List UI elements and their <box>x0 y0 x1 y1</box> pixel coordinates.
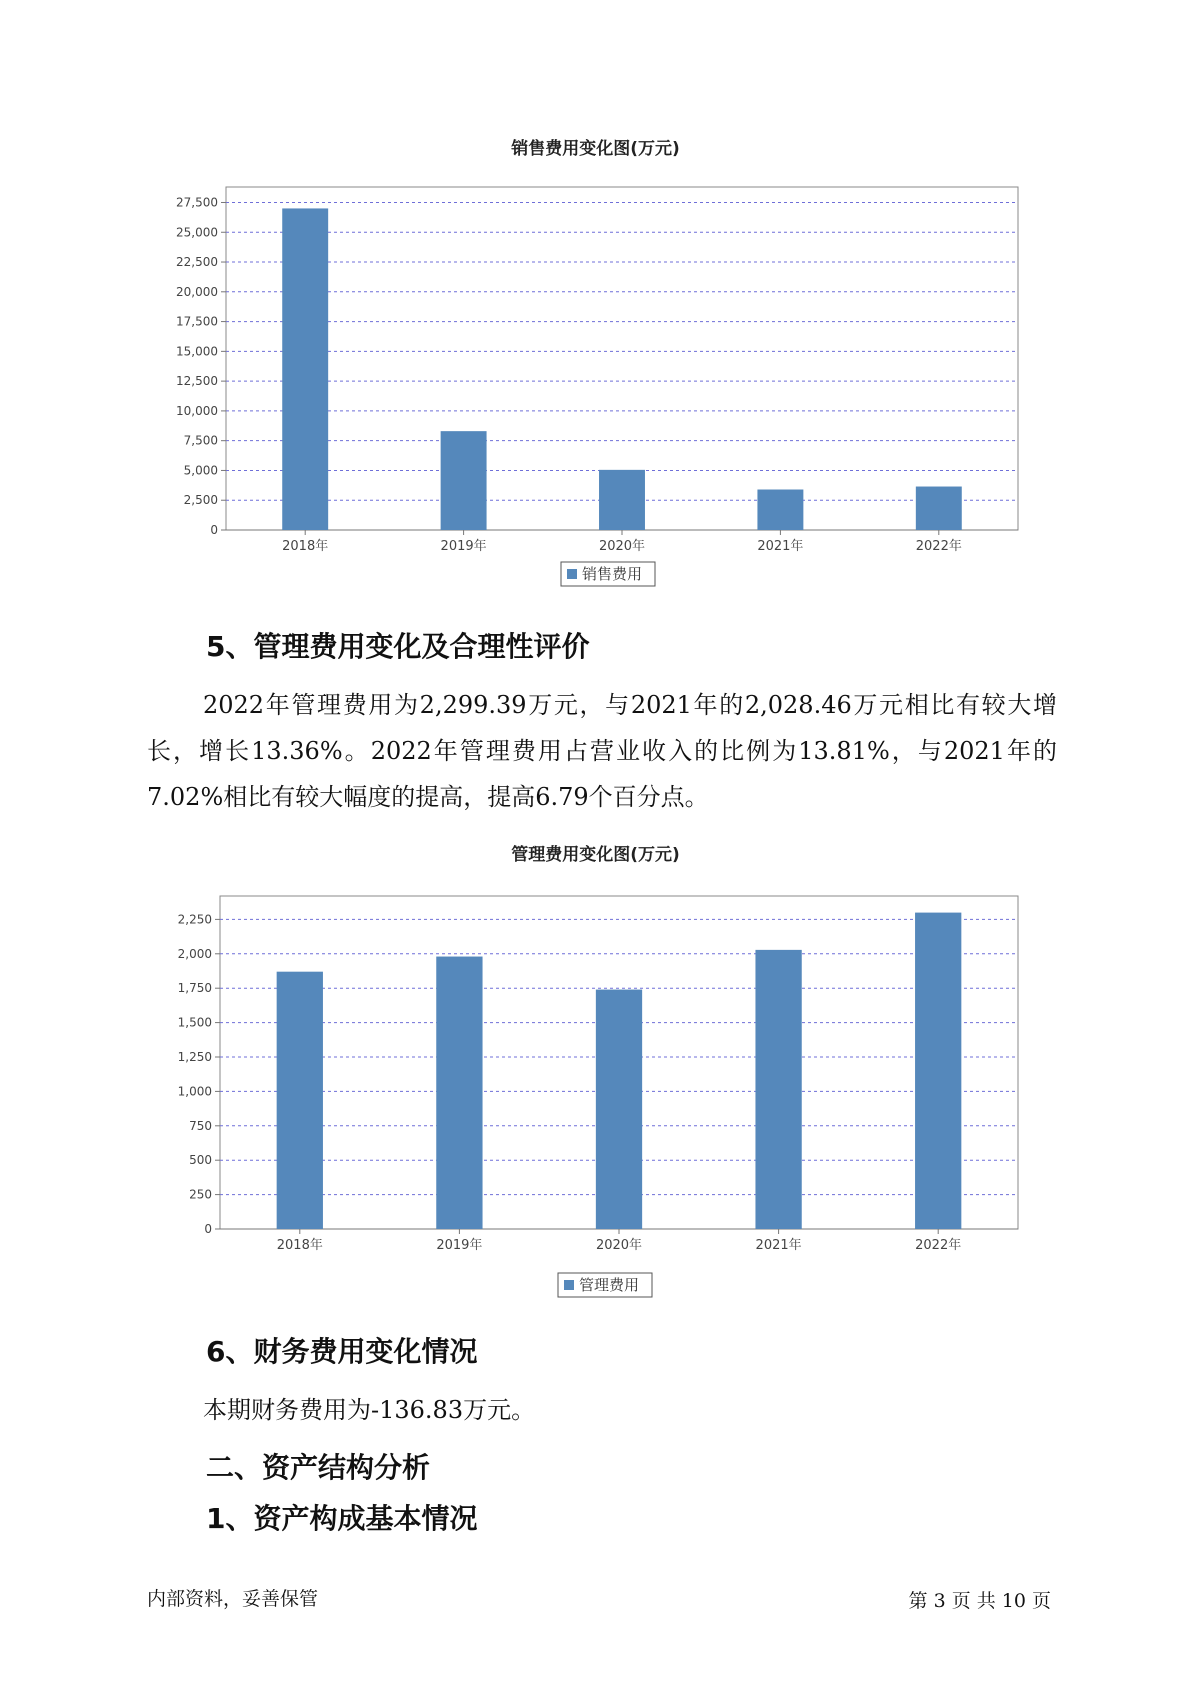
section-heading-asset: 二、资产结构分析 <box>206 1451 431 1484</box>
bar <box>755 950 801 1229</box>
y-tick-label: 1,500 <box>177 1015 212 1030</box>
y-tick-label: 0 <box>204 1222 212 1236</box>
x-tick-label: 2019年 <box>436 1238 483 1253</box>
chart-title: 管理费用变化图(万元) <box>511 845 680 865</box>
x-tick-label: 2021年 <box>757 539 804 554</box>
chart-title: 销售费用变化图(万元) <box>511 139 680 159</box>
bar <box>915 913 961 1229</box>
y-tick-label: 0 <box>210 523 218 537</box>
legend-swatch <box>564 1280 574 1290</box>
bar <box>436 957 482 1229</box>
y-tick-label: 5,000 <box>183 463 218 478</box>
x-tick-label: 2021年 <box>755 1238 802 1253</box>
y-tick-label: 7,500 <box>183 433 218 448</box>
x-tick-label: 2018年 <box>276 1238 323 1253</box>
footer-confidential: 内部资料，妥善保管 <box>147 1588 319 1610</box>
y-tick-label: 27,500 <box>176 195 218 210</box>
y-tick-label: 12,500 <box>176 374 218 389</box>
y-tick-label: 25,000 <box>176 225 218 240</box>
y-tick-label: 17,500 <box>176 314 218 329</box>
x-tick-label: 2019年 <box>440 539 487 554</box>
footer-page-number: 第 3 页 共 10 页 <box>908 1590 1051 1612</box>
y-tick-label: 1,000 <box>177 1084 212 1099</box>
section-heading-asset-1: 1、资产构成基本情况 <box>206 1502 478 1535</box>
y-tick-label: 10,000 <box>176 403 218 418</box>
section-heading-6: 6、财务费用变化情况 <box>206 1335 478 1368</box>
y-tick-label: 250 <box>189 1187 212 1202</box>
y-tick-label: 2,250 <box>177 912 212 927</box>
section-paragraph-6: 本期财务费用为-136.83万元。 <box>203 1396 536 1424</box>
section-heading-5: 5、管理费用变化及合理性评价 <box>206 630 590 663</box>
x-tick-label: 2020年 <box>598 539 646 554</box>
x-tick-label: 2022年 <box>915 1238 962 1253</box>
bar <box>277 972 323 1229</box>
y-tick-label: 750 <box>189 1118 212 1133</box>
x-tick-label: 2022年 <box>915 539 962 554</box>
y-tick-label: 2,500 <box>183 493 218 508</box>
legend-label: 销售费用 <box>582 565 643 583</box>
y-tick-label: 20,000 <box>176 284 218 299</box>
y-tick-label: 15,000 <box>176 344 218 359</box>
x-tick-label: 2020年 <box>595 1238 643 1253</box>
y-tick-label: 22,500 <box>176 255 218 270</box>
legend-label: 管理费用 <box>579 1276 640 1294</box>
y-tick-label: 1,750 <box>177 981 212 996</box>
section-paragraph-5: 2022年管理费用为2,299.39万元，与2021年的2,028.46万元相比有较大增长，增长13.36%。2022年管理费用占营业收入的比例为13.81%，与2021年的7.02%相比有较大幅度的提高，提高6.79个百分点。 <box>147 691 1057 811</box>
y-tick-label: 500 <box>189 1153 212 1168</box>
x-tick-label: 2018年 <box>282 539 329 554</box>
y-tick-label: 2,000 <box>177 946 212 961</box>
bar <box>596 990 642 1229</box>
y-tick-label: 1,250 <box>177 1049 212 1064</box>
